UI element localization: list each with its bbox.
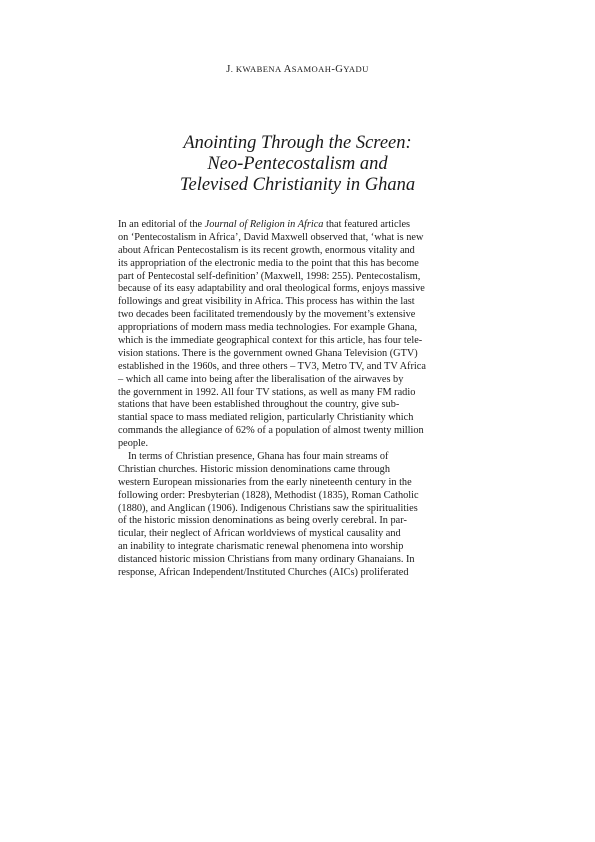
body-line: appropriations of modern mass media technologies. For example Ghana,: [118, 322, 418, 334]
title-line-1: Anointing Through the Screen:: [183, 133, 412, 153]
running-head-initial: J: [226, 64, 231, 75]
article-body: [118, 219, 426, 580]
running-head-initial: G: [335, 64, 344, 75]
body-line: (1880), and Anglican (1906). Indigenous Christians saw the spiritualities: [118, 502, 418, 514]
body-line: stantial space to mass mediated religion, particularly Christianity which: [118, 412, 414, 424]
body-line: two decades been facilitated tremendously by the movement’s extensive: [118, 309, 416, 321]
body-line: its appropriation of the electronic media to the point that this has become: [118, 257, 419, 269]
running-head-part: . K: [230, 64, 243, 74]
body-line: part of Pentecostal self-definition’ (Maxwell, 1998: 255). Pentecostalism,: [118, 270, 421, 282]
body-line: distanced historic mission Christians from many ordinary Ghanaians. In: [118, 554, 415, 566]
paragraph-2: [118, 451, 419, 580]
body-line: established in the 1960s, and three others – TV3, Metro TV, and TV Africa: [118, 360, 426, 372]
title-line-2: Neo-Pentecostalism and: [207, 154, 388, 174]
body-line: an inability to integrate charismatic renewal phenomena into worship: [118, 541, 404, 553]
title-line-3: Televised Christianity in Ghana: [179, 175, 416, 195]
body-line: stations that have been established throughout the country, give sub-: [118, 399, 400, 411]
body-line: people.: [118, 438, 149, 450]
body-line: about African Pentecostalism is its recent growth, enormous vitality and: [118, 244, 415, 256]
running-head-initial: A: [283, 64, 292, 75]
body-line: the government in 1992. All four TV stations, as well as many FM radio: [118, 386, 416, 398]
running-head-part: YADU: [343, 64, 369, 74]
running-head-part: SAMOAH: [291, 64, 332, 74]
body-line: on ‘Pentecostalism in Africa’, David Maxwell observed that, ‘what is new: [118, 231, 424, 243]
running-head-hyphen: -: [331, 64, 336, 75]
body-line: following order: Presbyterian (1828), Methodist (1835), Roman Catholic: [118, 489, 419, 501]
body-line: western European missionaries from the early nineteenth century in the: [118, 476, 412, 488]
running-head-part: WABENA: [242, 64, 284, 74]
paragraph-1: [118, 219, 426, 451]
body-line: Christian churches. Historic mission denominations came through: [118, 463, 390, 475]
body-line: response, African Independent/Instituted Churches (AICs) proliferated: [118, 567, 409, 579]
body-line: – which all came into being after the liberalisation of the airwaves by: [118, 373, 404, 385]
body-line: of the historic mission denominations as being overly cerebral. In par-: [118, 515, 407, 527]
body-line: commands the allegiance of 62% of a population of almost twenty million: [118, 425, 424, 437]
body-line: because of its easy adaptability and oral theological forms, enjoys massive: [118, 283, 425, 295]
body-line: ticular, their neglect of African worldviews of mystical causality and: [118, 528, 401, 540]
journal-title: Journal of Religion in Africa: [204, 219, 324, 230]
body-line: In terms of Christian presence, Ghana has four main streams of: [128, 451, 389, 463]
body-line: vision stations. There is the government owned Ghana Television (GTV): [118, 347, 418, 359]
body-line: [118, 219, 411, 232]
line-text: that featured articles: [323, 219, 411, 230]
article-title: [0, 133, 595, 196]
body-line: which is the immediate geographical context for this article, has four tele-: [118, 335, 423, 347]
line-text: In an editorial of the: [118, 219, 205, 230]
body-line: followings and great visibility in Africa. This process has within the last: [118, 296, 415, 308]
running-head: [0, 64, 595, 75]
